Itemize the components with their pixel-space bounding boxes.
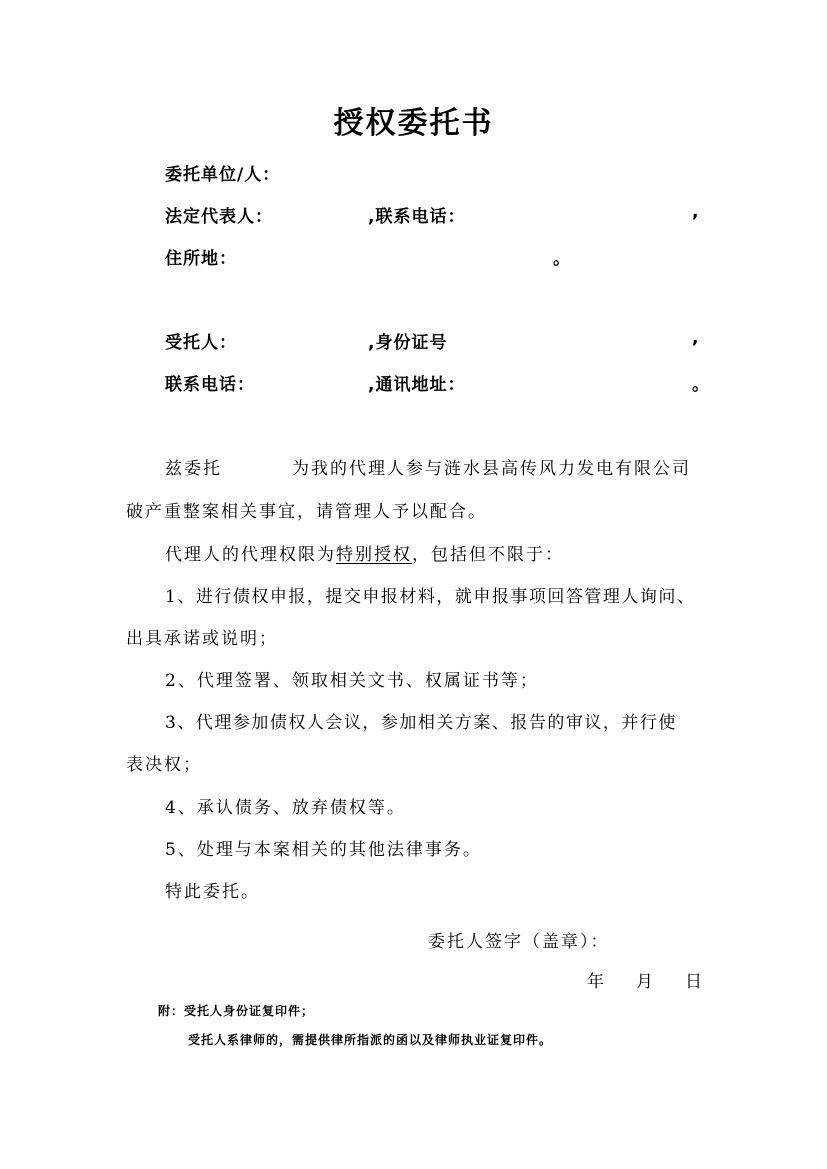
- date-day-label: 日: [685, 972, 704, 992]
- agent-id-label: ,身份证号: [368, 333, 448, 353]
- date-year-label: 年: [587, 972, 606, 992]
- item-3-line-2: 表决权；: [126, 755, 202, 775]
- authority-text-start: 代理人的代理权限为: [165, 545, 336, 565]
- agent-mail-label: ,通讯地址：: [368, 375, 466, 395]
- lawyer-note: 受托人系律师的，需提供律所指派的函以及律师执业证复印件。: [188, 1033, 553, 1047]
- authority-text-end: ，包括但不限于：: [412, 545, 564, 565]
- entrust-text-middle: 为我的代理人参与涟水县高传风力发电有限公司: [292, 459, 691, 479]
- agent-line-comma: ,: [692, 328, 700, 348]
- special-authority-text: 特别授权: [336, 545, 412, 565]
- closing-text: 特此委托。: [165, 882, 260, 902]
- principal-address-label: 住所地：: [165, 249, 237, 269]
- principal-address-period: 。: [553, 249, 571, 269]
- agent-name-label: 受托人：: [165, 333, 237, 353]
- date-month-label: 月: [636, 972, 655, 992]
- entrust-text-end: 破产重整案相关事宜，请管理人予以配合。: [126, 502, 487, 522]
- principal-line-comma: ,: [692, 202, 700, 222]
- principal-unit-label: 委托单位/人：: [165, 165, 281, 185]
- attachment-note: 附：受托人身份证复印件；: [158, 1004, 315, 1018]
- item-4: 4、承认债务、放弃债权等。: [165, 798, 406, 818]
- agent-phone-label: 联系电话：: [165, 375, 255, 395]
- item-1-line-1: 1、进行债权申报，提交申报材料，就申报事项回答管理人询问、: [165, 587, 696, 607]
- legal-rep-label: 法定代表人：: [165, 207, 273, 227]
- authority-paragraph: [165, 540, 564, 565]
- entrust-text-start: 兹委托: [165, 459, 222, 479]
- signature-label: 委托人签字（盖章）：: [428, 932, 610, 952]
- item-5: 5、处理与本案相关的其他法律事务。: [165, 840, 482, 860]
- agent-line-period: 。: [692, 375, 710, 395]
- item-2: 2、代理签署、领取相关文书、权属证书等；: [165, 671, 539, 691]
- item-3-line-1: 3、代理参加债权人会议，参加相关方案、报告的审议，并行使: [165, 713, 677, 733]
- document-title: 授权委托书: [333, 106, 494, 141]
- principal-phone-label: ,联系电话：: [368, 207, 466, 227]
- item-1-line-2: 出具承诺或说明；: [126, 629, 278, 649]
